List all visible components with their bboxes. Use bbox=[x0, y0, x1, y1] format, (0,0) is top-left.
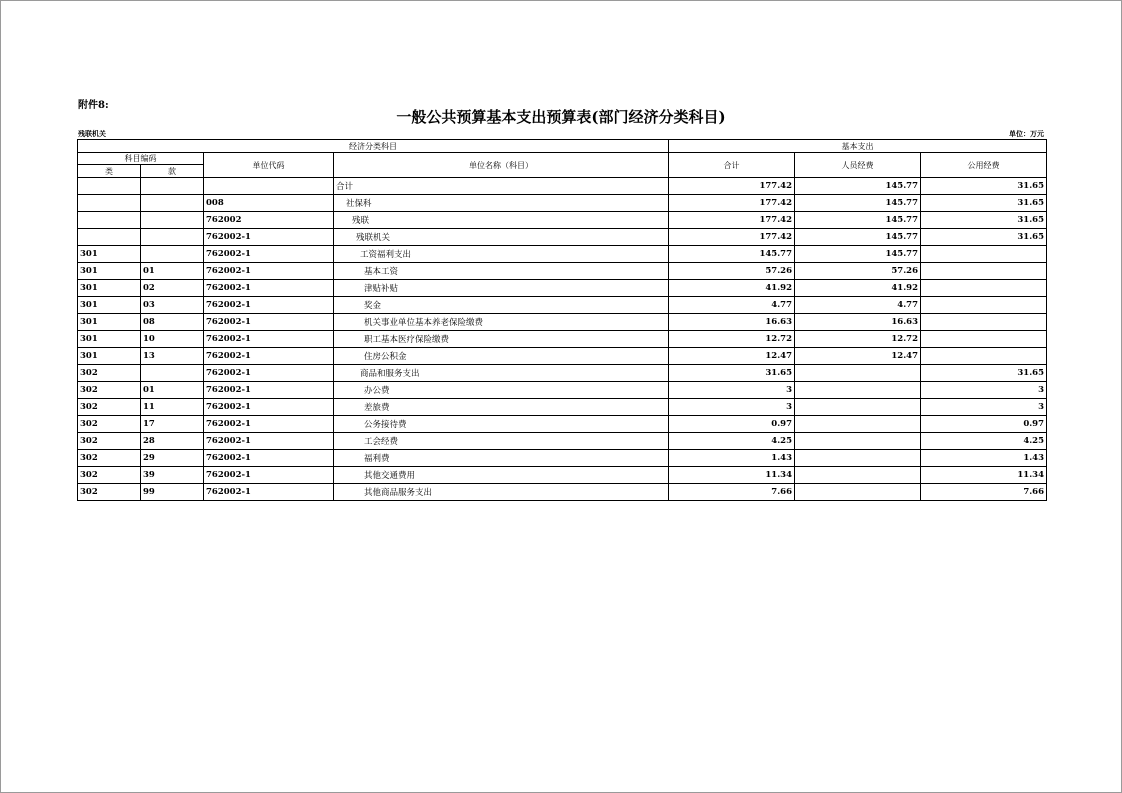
cell-class: 302 bbox=[78, 365, 141, 382]
cell-class: 301 bbox=[78, 297, 141, 314]
table-row bbox=[78, 382, 1047, 399]
cell-section: 17 bbox=[141, 416, 204, 433]
cell-personnel: 145.77 bbox=[795, 229, 921, 246]
cell-class: 301 bbox=[78, 263, 141, 280]
cell-personnel bbox=[795, 484, 921, 501]
cell-public bbox=[921, 314, 1047, 331]
cell-unit-name: 合计 bbox=[334, 178, 669, 195]
cell-public: 31.65 bbox=[921, 178, 1047, 195]
cell-class: 301 bbox=[78, 331, 141, 348]
cell-unit-name: 基本工资 bbox=[334, 263, 669, 280]
cell-class bbox=[78, 229, 141, 246]
cell-total: 12.72 bbox=[669, 331, 795, 348]
table-row bbox=[78, 195, 1047, 212]
cell-class: 301 bbox=[78, 314, 141, 331]
cell-public: 1.43 bbox=[921, 450, 1047, 467]
table-row bbox=[78, 178, 1047, 195]
table-row bbox=[78, 297, 1047, 314]
cell-unit-code: 762002-1 bbox=[204, 484, 334, 501]
cell-unit-code: 762002-1 bbox=[204, 331, 334, 348]
page-title: 一般公共预算基本支出预算表(部门经济分类科目) bbox=[396, 108, 726, 126]
cell-unit-code bbox=[204, 178, 334, 195]
cell-public: 31.65 bbox=[921, 229, 1047, 246]
header-unit-code: 单位代码 bbox=[204, 153, 334, 178]
cell-unit-name: 福利费 bbox=[334, 450, 669, 467]
cell-section: 39 bbox=[141, 467, 204, 484]
cell-unit-name: 公务接待费 bbox=[334, 416, 669, 433]
cell-unit-name: 社保科 bbox=[334, 195, 669, 212]
attachment-label: 附件8: bbox=[78, 100, 109, 111]
cell-class bbox=[78, 212, 141, 229]
cell-section bbox=[141, 212, 204, 229]
cell-section bbox=[141, 178, 204, 195]
cell-personnel: 12.72 bbox=[795, 331, 921, 348]
cell-personnel bbox=[795, 450, 921, 467]
cell-section bbox=[141, 195, 204, 212]
table-row bbox=[78, 280, 1047, 297]
cell-class bbox=[78, 195, 141, 212]
budget-table bbox=[77, 139, 1047, 501]
cell-personnel bbox=[795, 433, 921, 450]
cell-personnel: 145.77 bbox=[795, 246, 921, 263]
cell-total: 3 bbox=[669, 399, 795, 416]
cell-unit-code: 762002 bbox=[204, 212, 334, 229]
cell-unit-code: 762002-1 bbox=[204, 314, 334, 331]
cell-unit-name: 其他商品服务支出 bbox=[334, 484, 669, 501]
cell-total: 57.26 bbox=[669, 263, 795, 280]
cell-section: 28 bbox=[141, 433, 204, 450]
cell-unit-code: 762002-1 bbox=[204, 229, 334, 246]
header-unit-name: 单位名称（科目） bbox=[334, 153, 669, 178]
cell-total: 41.92 bbox=[669, 280, 795, 297]
cell-total: 177.42 bbox=[669, 178, 795, 195]
cell-unit-code: 762002-1 bbox=[204, 433, 334, 450]
cell-unit-code: 762002-1 bbox=[204, 399, 334, 416]
cell-public bbox=[921, 331, 1047, 348]
cell-personnel bbox=[795, 399, 921, 416]
cell-total: 145.77 bbox=[669, 246, 795, 263]
cell-section: 03 bbox=[141, 297, 204, 314]
cell-unit-name: 残联机关 bbox=[334, 229, 669, 246]
cell-personnel: 145.77 bbox=[795, 178, 921, 195]
cell-public bbox=[921, 263, 1047, 280]
cell-unit-code: 762002-1 bbox=[204, 365, 334, 382]
cell-public: 3 bbox=[921, 399, 1047, 416]
cell-personnel: 4.77 bbox=[795, 297, 921, 314]
table-row bbox=[78, 365, 1047, 382]
cell-public: 3 bbox=[921, 382, 1047, 399]
cell-total: 12.47 bbox=[669, 348, 795, 365]
cell-section: 01 bbox=[141, 382, 204, 399]
cell-section: 08 bbox=[141, 314, 204, 331]
cell-personnel: 145.77 bbox=[795, 212, 921, 229]
cell-unit-code: 762002-1 bbox=[204, 467, 334, 484]
table-row bbox=[78, 484, 1047, 501]
cell-personnel bbox=[795, 467, 921, 484]
table-row bbox=[78, 450, 1047, 467]
cell-total: 31.65 bbox=[669, 365, 795, 382]
cell-section bbox=[141, 229, 204, 246]
cell-personnel: 16.63 bbox=[795, 314, 921, 331]
cell-total: 0.97 bbox=[669, 416, 795, 433]
cell-total: 3 bbox=[669, 382, 795, 399]
cell-total: 11.34 bbox=[669, 467, 795, 484]
cell-section: 11 bbox=[141, 399, 204, 416]
table-row bbox=[78, 467, 1047, 484]
cell-total: 4.25 bbox=[669, 433, 795, 450]
cell-public bbox=[921, 246, 1047, 263]
cell-unit-name: 工资福利支出 bbox=[334, 246, 669, 263]
cell-section bbox=[141, 365, 204, 382]
cell-class: 302 bbox=[78, 416, 141, 433]
cell-public: 31.65 bbox=[921, 365, 1047, 382]
cell-unit-code: 008 bbox=[204, 195, 334, 212]
organization-label: 残联机关 bbox=[78, 129, 106, 138]
cell-class: 302 bbox=[78, 382, 141, 399]
cell-unit-code: 762002-1 bbox=[204, 382, 334, 399]
header-total: 合计 bbox=[669, 153, 795, 178]
cell-unit-code: 762002-1 bbox=[204, 280, 334, 297]
cell-unit-name: 差旅费 bbox=[334, 399, 669, 416]
cell-class: 302 bbox=[78, 399, 141, 416]
cell-class: 301 bbox=[78, 280, 141, 297]
cell-class: 301 bbox=[78, 348, 141, 365]
cell-unit-code: 762002-1 bbox=[204, 416, 334, 433]
cell-section: 29 bbox=[141, 450, 204, 467]
cell-unit-name: 机关事业单位基本养老保险缴费 bbox=[334, 314, 669, 331]
cell-total: 177.42 bbox=[669, 229, 795, 246]
table-row bbox=[78, 399, 1047, 416]
cell-unit-name: 职工基本医疗保险缴费 bbox=[334, 331, 669, 348]
cell-total: 4.77 bbox=[669, 297, 795, 314]
cell-unit-name: 住房公积金 bbox=[334, 348, 669, 365]
cell-public bbox=[921, 280, 1047, 297]
table-row bbox=[78, 314, 1047, 331]
table-row bbox=[78, 246, 1047, 263]
table-row bbox=[78, 416, 1047, 433]
cell-public: 0.97 bbox=[921, 416, 1047, 433]
cell-personnel: 41.92 bbox=[795, 280, 921, 297]
cell-personnel bbox=[795, 382, 921, 399]
cell-unit-name: 其他交通费用 bbox=[334, 467, 669, 484]
table-row bbox=[78, 331, 1047, 348]
cell-section: 13 bbox=[141, 348, 204, 365]
cell-class: 302 bbox=[78, 467, 141, 484]
cell-personnel bbox=[795, 416, 921, 433]
cell-personnel bbox=[795, 365, 921, 382]
cell-public: 7.66 bbox=[921, 484, 1047, 501]
cell-unit-name: 商品和服务支出 bbox=[334, 365, 669, 382]
table-row bbox=[78, 212, 1047, 229]
header-basic-expense: 基本支出 bbox=[669, 140, 1047, 153]
cell-class bbox=[78, 178, 141, 195]
header-subject-code: 科目编码 bbox=[78, 153, 204, 165]
cell-public bbox=[921, 297, 1047, 314]
cell-section: 99 bbox=[141, 484, 204, 501]
cell-personnel: 57.26 bbox=[795, 263, 921, 280]
cell-total: 177.42 bbox=[669, 195, 795, 212]
cell-section: 10 bbox=[141, 331, 204, 348]
cell-total: 1.43 bbox=[669, 450, 795, 467]
cell-public: 31.65 bbox=[921, 212, 1047, 229]
cell-class: 302 bbox=[78, 450, 141, 467]
cell-total: 16.63 bbox=[669, 314, 795, 331]
cell-unit-code: 762002-1 bbox=[204, 297, 334, 314]
header-econ-category: 经济分类科目 bbox=[78, 140, 669, 153]
cell-unit-name: 残联 bbox=[334, 212, 669, 229]
cell-personnel: 145.77 bbox=[795, 195, 921, 212]
header-personnel: 人员经费 bbox=[795, 153, 921, 178]
header-class: 类 bbox=[78, 165, 141, 178]
cell-class: 302 bbox=[78, 433, 141, 450]
cell-unit-name: 办公费 bbox=[334, 382, 669, 399]
cell-unit-name: 奖金 bbox=[334, 297, 669, 314]
cell-total: 7.66 bbox=[669, 484, 795, 501]
cell-class: 301 bbox=[78, 246, 141, 263]
table-row bbox=[78, 348, 1047, 365]
cell-unit-name: 津贴补贴 bbox=[334, 280, 669, 297]
cell-personnel: 12.47 bbox=[795, 348, 921, 365]
header-section: 款 bbox=[141, 165, 204, 178]
table-row bbox=[78, 433, 1047, 450]
cell-unit-name: 工会经费 bbox=[334, 433, 669, 450]
cell-public: 11.34 bbox=[921, 467, 1047, 484]
cell-public: 4.25 bbox=[921, 433, 1047, 450]
table-row bbox=[78, 263, 1047, 280]
cell-section: 01 bbox=[141, 263, 204, 280]
cell-public: 31.65 bbox=[921, 195, 1047, 212]
cell-section bbox=[141, 246, 204, 263]
cell-unit-code: 762002-1 bbox=[204, 263, 334, 280]
cell-class: 302 bbox=[78, 484, 141, 501]
cell-public bbox=[921, 348, 1047, 365]
cell-unit-code: 762002-1 bbox=[204, 246, 334, 263]
cell-unit-code: 762002-1 bbox=[204, 450, 334, 467]
unit-label: 单位：万元 bbox=[1009, 129, 1044, 138]
table-row bbox=[78, 229, 1047, 246]
header-public: 公用经费 bbox=[921, 153, 1047, 178]
cell-unit-code: 762002-1 bbox=[204, 348, 334, 365]
cell-total: 177.42 bbox=[669, 212, 795, 229]
cell-section: 02 bbox=[141, 280, 204, 297]
